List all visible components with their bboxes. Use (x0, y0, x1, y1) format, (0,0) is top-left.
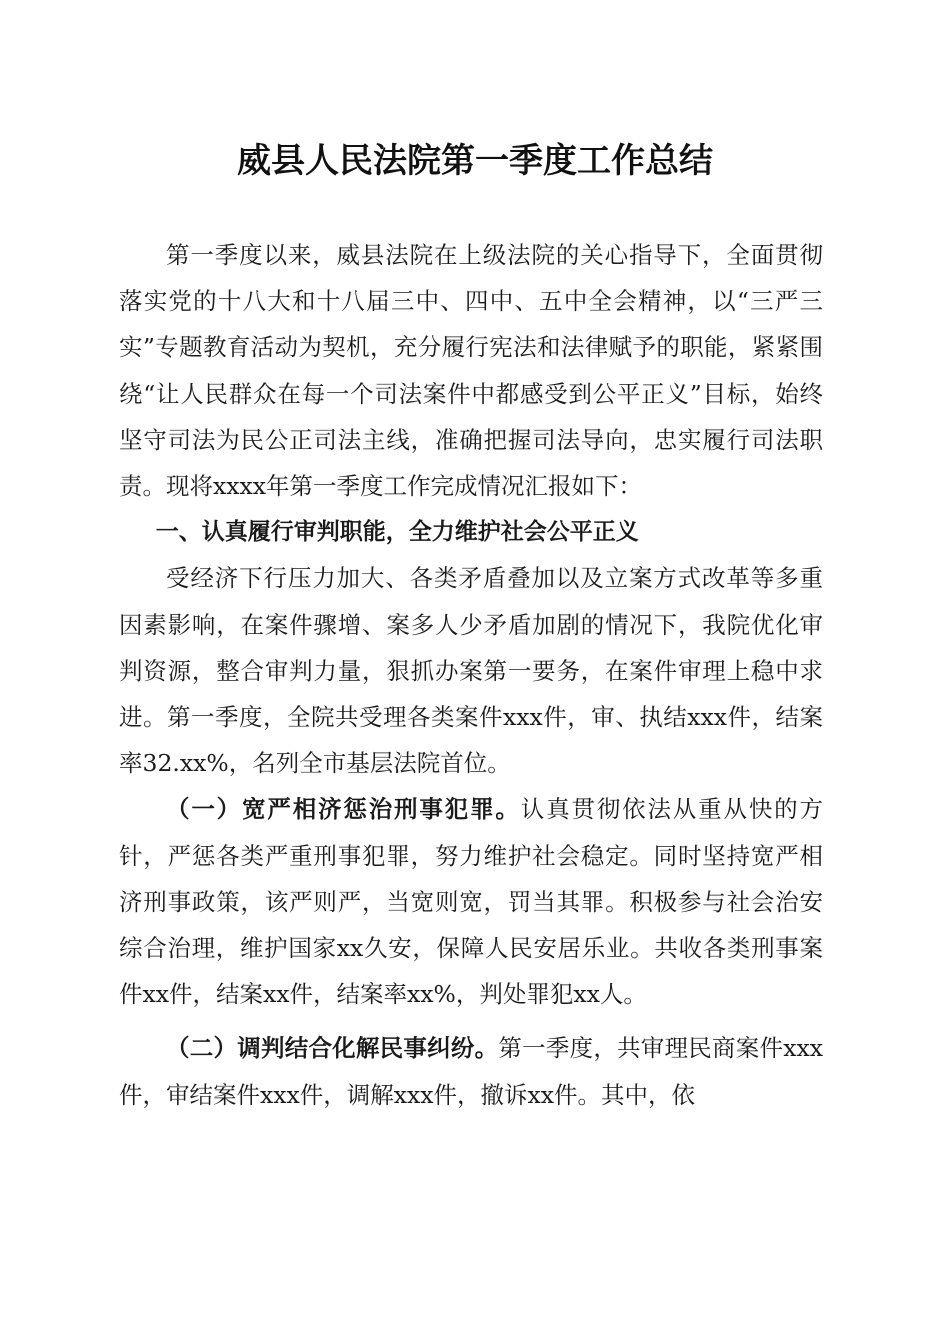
intro-paragraph: 第一季度以来，威县法院在上级法院的关心指导下，全面贯彻落实党的十八大和十八届三中、四中、五中全会精神，以“三严三实”专题教育活动为契机，充分履行宪法和法律赋予的职能，紧紧围绕“让人民群众在每一个司法案件中都感受到公平正义”目标，始终坚守司法为民公正司法主线，准确把握司法导向，忠实履行司法职责。现将xxxx年第一季度工作完成情况汇报如下： (119, 241, 823, 501)
subsection-2-paragraph (119, 1025, 823, 1117)
subsection-2-lead: （二）调判结合化解民事纠纷。 (166, 1034, 499, 1063)
section-heading-1: 一、认真履行审判职能，全力维护社会公平正义 (155, 519, 639, 546)
subsection-1-lead: （一）宽严相济惩治刑事犯罪。 (166, 795, 521, 824)
subsection-2-body: 第一季度，共审理民商案件xxx件，审结案件xxx件，调解xxx件，撤诉xx件。其中，依 (119, 1034, 823, 1109)
document-title: 威县人民法院第一季度工作总结 (237, 141, 713, 181)
document-body (119, 232, 823, 1118)
subsection-1-body: 认真贯彻依法从重从快的方针，严惩各类严重刑事犯罪，努力维护社会稳定。同时坚持宽严相济刑事政策，该严则严，当宽则宽，罚当其罪。积极参与社会治安综合治理，维护国家xx久安，保障人民安居乐业。共收各类刑事案件xx件，结案xx件，结案率xx%，判处罪犯xx人。 (119, 795, 824, 1009)
section-1-paragraph: 受经济下行压力加大、各类矛盾叠加以及立案方式改革等多重因素影响，在案件骤增、案多人少矛盾加剧的情况下，我院优化审判资源，整合审判力量，狠抓办案第一要务，在案件审理上稳中求进。第一季度，全院共受理各类案件xxx件，审、执结xxx件，结案率32.xx%，名列全市基层法院首位。 (119, 564, 823, 778)
paragraph-spacer (119, 1017, 823, 1025)
subsection-1-paragraph (119, 786, 823, 1017)
